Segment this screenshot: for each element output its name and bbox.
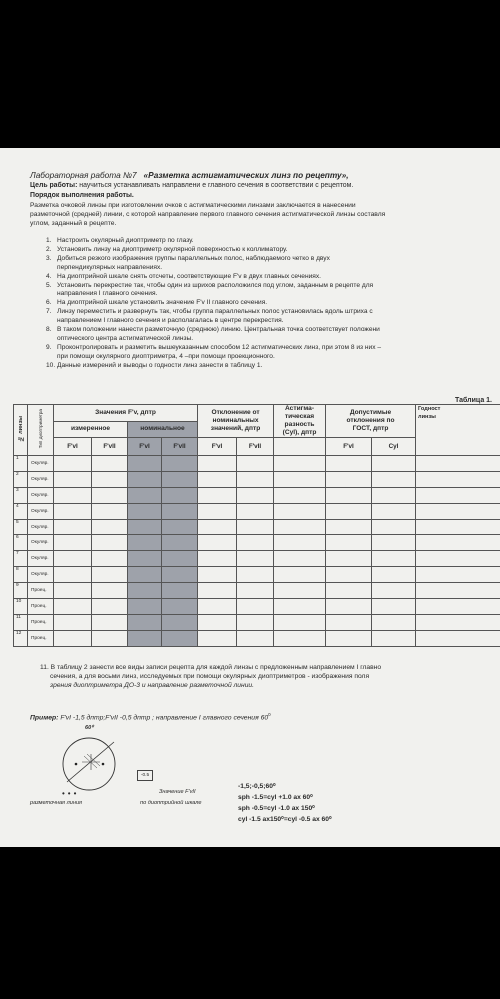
table-cell — [274, 630, 326, 646]
lens-circle-icon — [63, 738, 115, 790]
row-number: 7 — [14, 551, 28, 567]
formula-line: cyl -1.5 ax150⁰=cyl -0.5 ax 60⁰ — [238, 816, 332, 823]
table-row — [14, 535, 500, 551]
table-cell — [372, 599, 416, 615]
procedure-heading: Порядок выполнения работы. — [30, 192, 134, 199]
row-number: 4 — [14, 503, 28, 519]
row-type: Проец. — [28, 630, 54, 646]
table-cell — [54, 567, 92, 583]
step-item: 1. Настроить окулярный диоптриметр по глазу. — [46, 237, 194, 244]
header-measured: измеренное — [54, 421, 128, 438]
table-cell — [92, 614, 128, 630]
table-cell — [416, 487, 500, 503]
table-cell — [274, 535, 326, 551]
header-dioptrimeter-type: Тип диоптриметра — [28, 405, 54, 456]
table-cell — [326, 630, 372, 646]
table-cell — [274, 487, 326, 503]
table-cell — [326, 535, 372, 551]
intro-line: углом, заданный в рецепте. — [30, 220, 117, 228]
table-cell — [326, 503, 372, 519]
table-cell — [326, 583, 372, 599]
table-cell — [54, 503, 92, 519]
row-number: 9 — [14, 583, 28, 599]
table-cell — [92, 471, 128, 487]
header-fv2-measured: F'vII — [92, 438, 128, 456]
step-item: 3. Добиться резкого изображения группы параллельных полос, наблюдаемого четко в двух перпендикулярных направлениях. — [46, 254, 330, 271]
step-item: 8. В таком положении нанести разметочную (среднюю) линию. Центральная точка соответствует положени оптического центра астигматической линзы. — [46, 326, 380, 342]
table-cell — [274, 614, 326, 630]
table-cell — [128, 503, 162, 519]
table-cell — [372, 519, 416, 535]
row-type: Проец. — [28, 583, 54, 599]
table-cell — [92, 519, 128, 535]
table-row — [14, 487, 500, 503]
table-cell — [237, 503, 274, 519]
table-body — [14, 456, 500, 647]
note-line: зрения диоптриметра ДО-3 и направление разметочной линии. — [50, 682, 254, 689]
table-cell — [416, 551, 500, 567]
table-cell — [162, 487, 198, 503]
lab-title — [30, 170, 495, 180]
table-cell — [54, 471, 92, 487]
step-item: 10. Данные измерений и выводы о годности линз занести в таблицу 1. — [46, 361, 263, 369]
table-cell — [162, 551, 198, 567]
table-cell — [274, 551, 326, 567]
step-item: 5. Установить перекрестие так, чтобы один из шрихов расположился под углом, заданным в рецепте для направления I главного сечения. — [46, 281, 374, 298]
row-number: 8 — [14, 567, 28, 583]
table-cell — [198, 567, 237, 583]
table-cell — [274, 471, 326, 487]
table-row — [14, 456, 500, 472]
table-cell — [372, 614, 416, 630]
table-cell — [92, 630, 128, 646]
row-number: 11 — [14, 614, 28, 630]
row-type: Окуляр. — [28, 503, 54, 519]
table-cell — [326, 599, 372, 615]
table-cell — [274, 599, 326, 615]
table-cell — [237, 456, 274, 472]
table-cell — [92, 551, 128, 567]
table-cell — [54, 630, 92, 646]
table-cell — [326, 456, 372, 472]
table-cell — [416, 630, 500, 646]
table-cell — [372, 583, 416, 599]
table-cell — [92, 535, 128, 551]
table-cell — [128, 551, 162, 567]
table-cell — [372, 456, 416, 472]
scale-label-top: Значение F'vII — [159, 789, 196, 795]
row-type: Окуляр. — [28, 535, 54, 551]
table-cell — [198, 519, 237, 535]
row-type: Окуляр. — [28, 471, 54, 487]
row-type: Окуляр. — [28, 456, 54, 472]
table-cell — [162, 630, 198, 646]
example-line: Пример: F'vI -1,5 дптр;F'vII -0,5 дптр ; направление I главного сечения $60^0$ — [30, 712, 271, 722]
row-number: 2 — [14, 471, 28, 487]
table-cell — [237, 551, 274, 567]
row-type: Окуляр. — [28, 487, 54, 503]
table-cell — [416, 456, 500, 472]
table-row — [14, 503, 500, 519]
table-cell — [372, 471, 416, 487]
row-number: 3 — [14, 487, 28, 503]
goal-label: Цель работы: — [30, 182, 78, 189]
dot-icon — [102, 763, 105, 766]
table-row — [14, 583, 500, 599]
table-cell — [128, 630, 162, 646]
goal-line — [30, 181, 353, 190]
table-cell — [198, 456, 237, 472]
formula-line: sph -1.5=cyl +1.0 ax 60⁰ — [238, 794, 313, 801]
table-cell — [198, 614, 237, 630]
table-row — [14, 471, 500, 487]
table-cell — [128, 567, 162, 583]
table-cell — [128, 583, 162, 599]
header-deviation: Отклонение от номинальных значений, дптр — [198, 405, 274, 438]
table-cell — [162, 471, 198, 487]
step-item: 4. На диоптрийной шкале снять отсчеты, соответствующие F'v в двух главных сечениях. — [46, 272, 321, 280]
table-cell — [198, 630, 237, 646]
header-fv1-measured: F'vI — [54, 438, 92, 456]
document-page — [0, 148, 500, 847]
lens-diagram — [42, 724, 142, 796]
intro-line: разметочной (средней) линии, с которой направление первого главного сечения астигматической линзы составля — [30, 211, 386, 219]
table-cell — [198, 535, 237, 551]
table-cell — [92, 503, 128, 519]
table-row — [14, 567, 500, 583]
table-cell — [128, 599, 162, 615]
table-cell — [274, 583, 326, 599]
measurements-table — [13, 404, 500, 647]
header-cyl-blank — [274, 438, 326, 456]
table-cell — [326, 551, 372, 567]
table-row — [14, 599, 500, 615]
step-item: 2. Установить линзу на диоптриметр окулярной поверхностью к коллиматору. — [46, 245, 288, 253]
table-cell — [326, 519, 372, 535]
row-number: 6 — [14, 535, 28, 551]
header-fitness: Годност линзы — [416, 405, 500, 456]
table-cell — [274, 503, 326, 519]
scale-label-bottom: по диоптрийной шкале — [140, 800, 202, 806]
table-cell — [198, 583, 237, 599]
table-cell — [128, 487, 162, 503]
table-cell — [416, 519, 500, 535]
table-cell — [372, 630, 416, 646]
table-cell — [416, 567, 500, 583]
table-cell — [237, 567, 274, 583]
table-cell — [128, 614, 162, 630]
table-cell — [416, 471, 500, 487]
row-type: Проец. — [28, 614, 54, 630]
table-cell — [92, 599, 128, 615]
header-fv2-deviation: F'vII — [237, 438, 274, 456]
table-cell — [162, 567, 198, 583]
table-cell — [162, 599, 198, 615]
formula-line: sph -0.5=cyl -1.0 ax 150⁰ — [238, 805, 315, 812]
header-values: Значения F'v, дптр — [54, 405, 198, 422]
table-cell — [372, 535, 416, 551]
intro-line: Разметка очковой линзы при изготовлении очков с астигматическими линзами заключается в нанесении — [30, 202, 356, 209]
table-cell — [372, 551, 416, 567]
row-number: 5 — [14, 519, 28, 535]
table-cell — [92, 567, 128, 583]
table-cell — [128, 456, 162, 472]
table-cell — [162, 535, 198, 551]
table-cell — [162, 503, 198, 519]
table-cell — [372, 487, 416, 503]
table-cell — [198, 599, 237, 615]
table-caption: Таблица 1. — [455, 397, 492, 404]
row-type: Окуляр. — [28, 551, 54, 567]
example-text: F'vI -1,5 дптр;F'vII -0,5 дптр ; направление I главного сечения 60 — [60, 714, 269, 722]
table-cell — [237, 599, 274, 615]
table-cell — [162, 614, 198, 630]
table-cell — [54, 551, 92, 567]
table-row — [14, 519, 500, 535]
table-cell — [54, 519, 92, 535]
table-cell — [162, 583, 198, 599]
table-cell — [54, 456, 92, 472]
table-cell — [237, 519, 274, 535]
table-cell — [274, 456, 326, 472]
dot-icon — [75, 763, 78, 766]
goal-text: научиться устанавливать направлени е главного сечения в соответствии с рецептом. — [79, 182, 354, 189]
row-type: Окуляр. — [28, 567, 54, 583]
intro-paragraph — [30, 201, 495, 229]
table-cell — [128, 519, 162, 535]
table-cell — [237, 630, 274, 646]
table-cell — [92, 456, 128, 472]
table-cell — [416, 599, 500, 615]
row-number: 12 — [14, 630, 28, 646]
marking-dots-icon: ••• — [62, 789, 80, 798]
table-cell — [237, 583, 274, 599]
note-line: 11. В таблицу 2 занести все виды записи рецепта для каждой линзы с предложенным направлением I главно — [40, 664, 382, 671]
table-cell — [54, 487, 92, 503]
table-cell — [326, 614, 372, 630]
table-row — [14, 614, 500, 630]
table-cell — [326, 487, 372, 503]
table-cell — [237, 471, 274, 487]
row-type: Окуляр. — [28, 519, 54, 535]
row-number: 10 — [14, 599, 28, 615]
header-cyl-tolerance: Cyl — [372, 438, 416, 456]
table-cell — [92, 583, 128, 599]
note-line: сечения, а для восьми линз, исследуемых при помощи окулярных диоптриметров - изображения поля — [50, 673, 370, 680]
table-cell — [274, 519, 326, 535]
table-cell — [326, 567, 372, 583]
table-cell — [128, 535, 162, 551]
table-cell — [237, 487, 274, 503]
table-cell — [198, 503, 237, 519]
table-cell — [54, 535, 92, 551]
row-number: 1 — [14, 456, 28, 472]
table-cell — [162, 456, 198, 472]
table-cell — [198, 471, 237, 487]
header-astigmatic: Астигма- тическая разность (Cyl), дптр — [274, 405, 326, 438]
procedure-steps — [30, 237, 495, 371]
table-row — [14, 551, 500, 567]
formula-line: -1,5;-0,5;60⁰ — [238, 783, 276, 790]
lab-number: Лабораторная работа №7 — [30, 170, 137, 180]
table-cell — [162, 519, 198, 535]
header-fv2-nominal: F'vII — [162, 438, 198, 456]
table-cell — [54, 599, 92, 615]
step-item: 7. Линзу переместить и развернуть так, чтобы группа параллельных полос установилась вдоль штриха с направлением I главного сечения и располагалась в центре перекрестия. — [46, 308, 373, 325]
header-lens-number: № линзы — [14, 405, 28, 456]
table-cell — [372, 567, 416, 583]
table-cell — [416, 614, 500, 630]
example-label: Пример: — [30, 714, 59, 722]
step-item: 6. На диоптрийной шкале установить значение F'v II главного сечения. — [46, 299, 268, 307]
table-cell — [416, 583, 500, 599]
header-fv1-deviation: F'vI — [198, 438, 237, 456]
scale-value-box: -0.5 — [137, 770, 153, 781]
table-cell — [198, 551, 237, 567]
angle-label: 60⁰ — [85, 725, 94, 731]
table-cell — [54, 614, 92, 630]
table-cell — [274, 567, 326, 583]
header-nominal: номинальное — [128, 421, 198, 438]
lab-name: «Разметка астигматических линз по рецепту», — [143, 170, 349, 180]
table-cell — [198, 487, 237, 503]
table-cell — [372, 503, 416, 519]
header-fv1-nominal: F'vI — [128, 438, 162, 456]
table-cell — [416, 535, 500, 551]
table-cell — [54, 583, 92, 599]
header-fv1-tolerance: F'vI — [326, 438, 372, 456]
table-cell — [416, 503, 500, 519]
table-row — [14, 630, 500, 646]
table-cell — [128, 471, 162, 487]
note-11 — [40, 663, 500, 690]
table-cell — [326, 471, 372, 487]
table-cell — [237, 614, 274, 630]
table-cell — [237, 535, 274, 551]
header-tolerance: Допустимые отклонения по ГОСТ, дптр — [326, 405, 416, 438]
table-cell — [92, 487, 128, 503]
marking-line-label: разметочная линия — [30, 800, 83, 806]
row-type: Проец. — [28, 599, 54, 615]
step-item: 9. Проконтролировать и разметить вышеуказанным способом 12 астигматических линз, при этом 8 из них – при помощи окулярного диоптриметра, 4 –при помощи проекционного. — [46, 343, 381, 360]
